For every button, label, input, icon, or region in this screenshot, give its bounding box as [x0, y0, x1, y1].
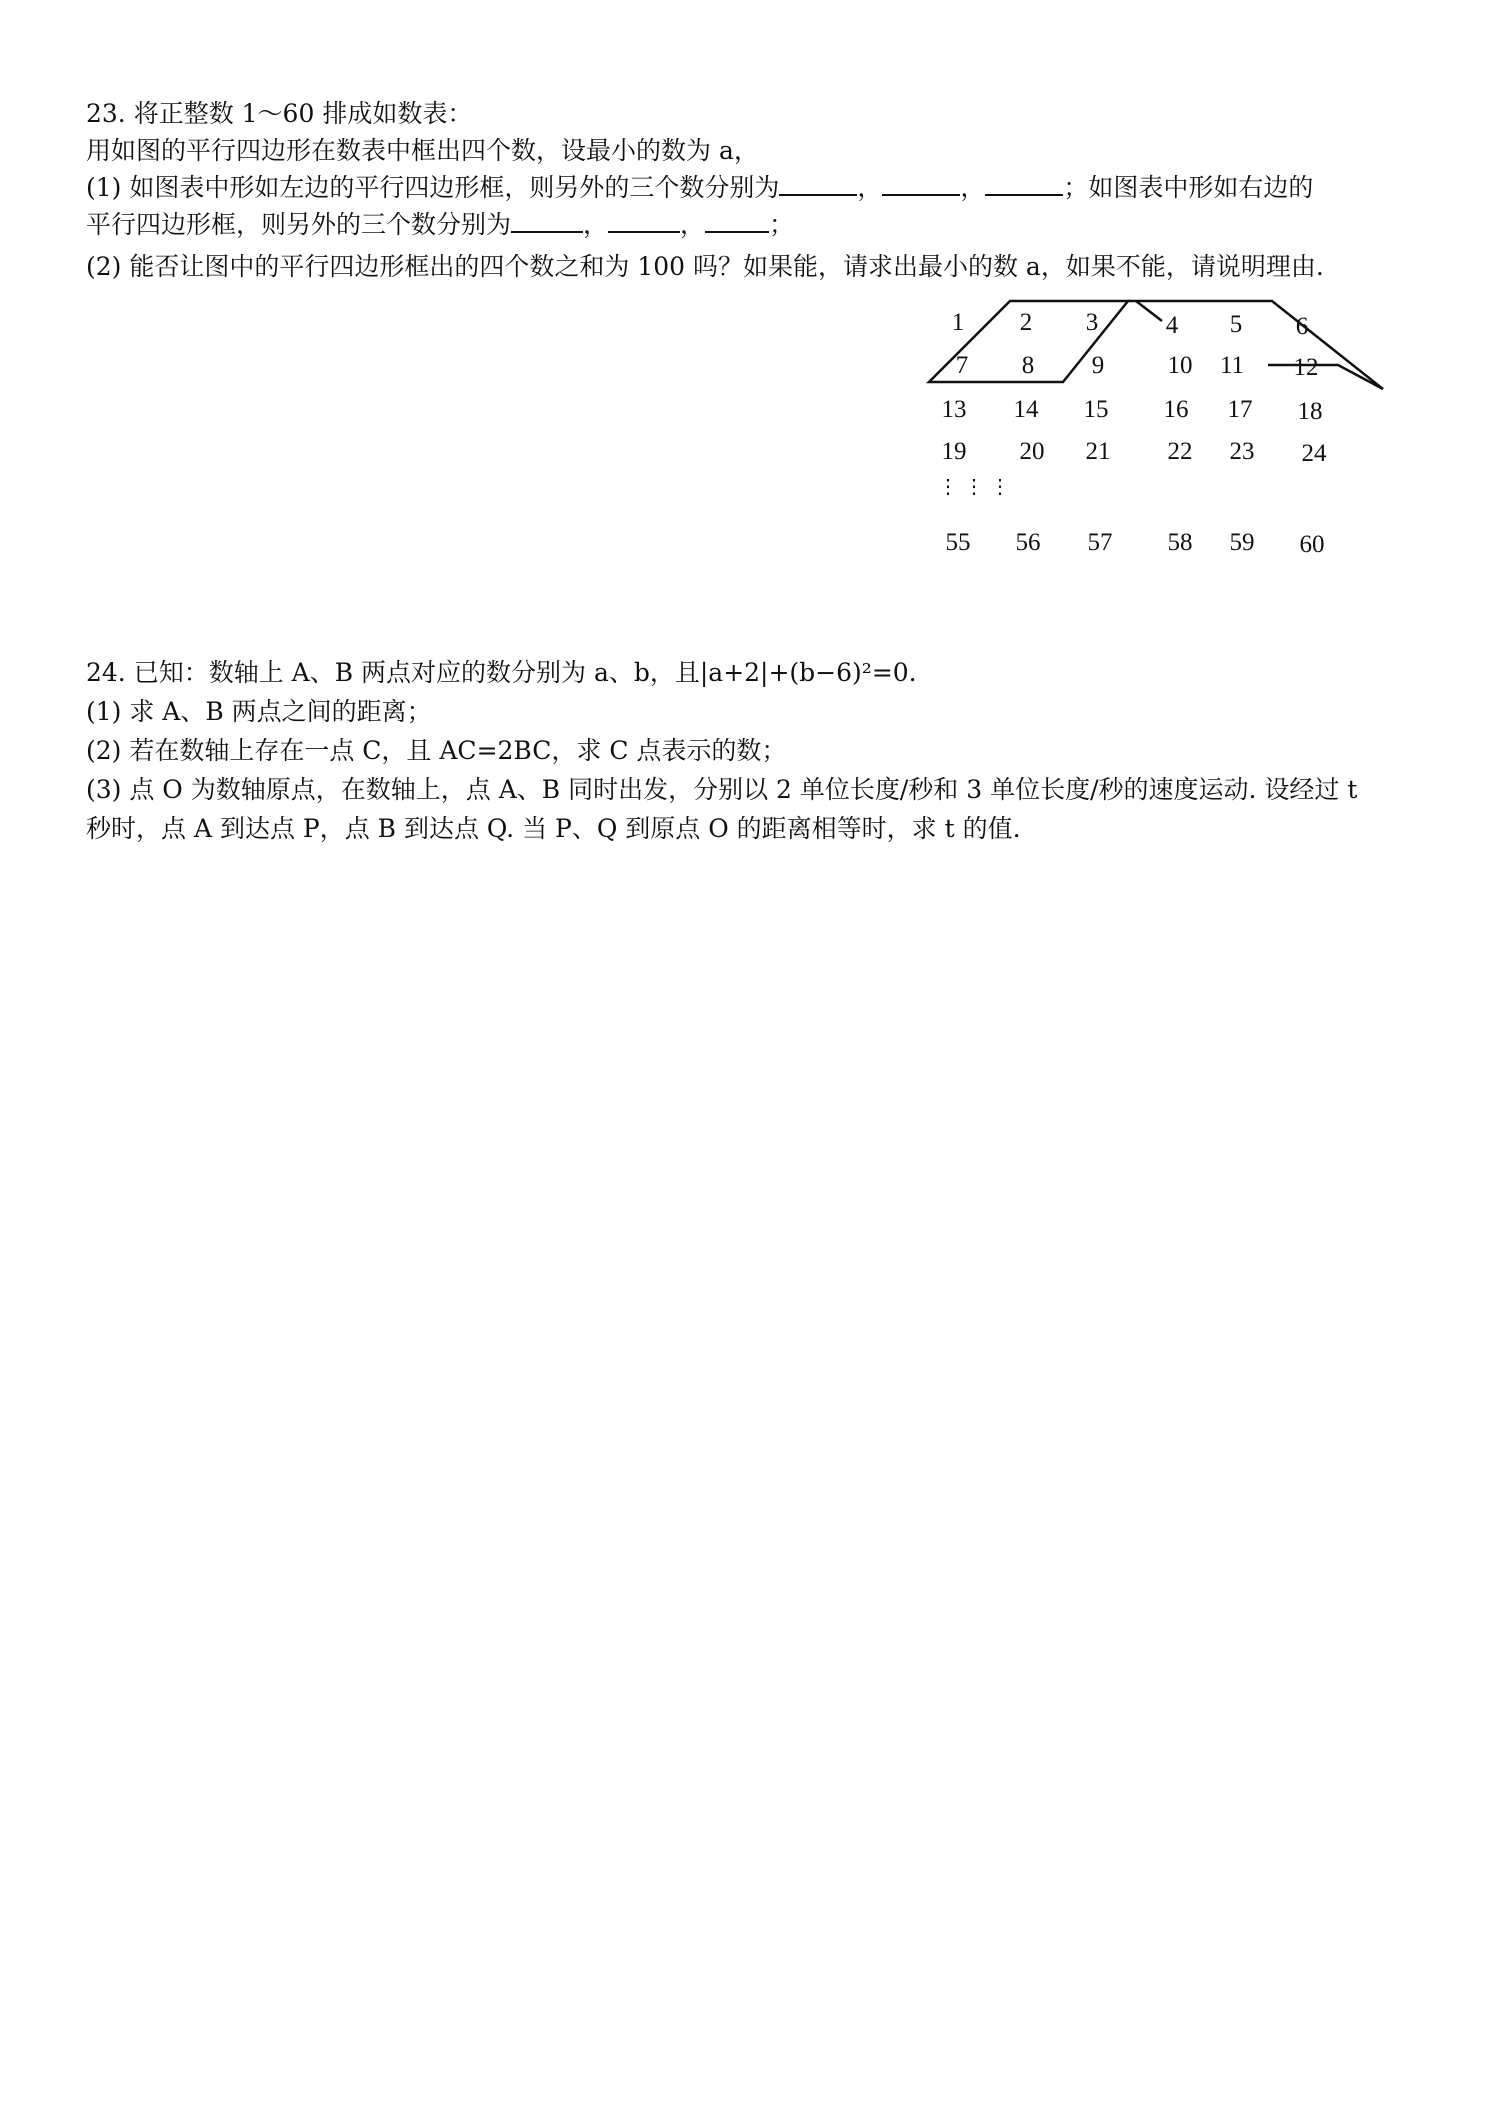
- parallelogram-frames: [900, 290, 1400, 580]
- table-cell: 19: [941, 438, 967, 465]
- q23-part2: (2) 能否让图中的平行四边形框出的四个数之和为 100 吗？如果能，请求出最小的数 a，如果不能，请说明理由.: [86, 252, 1324, 281]
- q23-part1-line1: [86, 171, 1313, 205]
- table-cell: 14: [1013, 396, 1039, 423]
- right-parallelogram-left: [1136, 301, 1162, 321]
- table-cell: 21: [1085, 438, 1111, 465]
- q24-part1: (1) 求 A、B 两点之间的距离；: [86, 697, 432, 726]
- table-cell: 5: [1229, 311, 1243, 338]
- table-cell: 15: [1083, 396, 1109, 423]
- table-cell: 12: [1293, 354, 1319, 381]
- number-table: [900, 290, 1400, 580]
- ellipsis-dot: ⋮: [964, 474, 990, 498]
- table-cell: 11: [1219, 352, 1245, 379]
- q24-part3-line2: 秒时，点 A 到达点 P，点 B 到达点 Q. 当 P、Q 到原点 O 的距离相等时，求 t 的值.: [86, 814, 1021, 843]
- table-cell: 3: [1085, 309, 1099, 336]
- q23-part1-mid: ；如图表中形如右边的: [1063, 173, 1314, 202]
- table-cell: 13: [941, 396, 967, 423]
- table-cell: 59: [1229, 529, 1255, 556]
- table-cell: 18: [1297, 398, 1323, 425]
- answer-blank: [705, 211, 769, 233]
- q23-part1-text: (1) 如图表中形如左边的平行四边形框，则另外的三个数分别为: [86, 173, 780, 202]
- separator: ，: [960, 173, 986, 202]
- answer-blank: [985, 174, 1063, 196]
- table-cell: 8: [1021, 352, 1035, 379]
- separator: ，: [857, 173, 883, 202]
- q23-part1-line2: [86, 208, 794, 242]
- separator: ，: [680, 210, 706, 239]
- table-cell: 10: [1167, 352, 1193, 379]
- q24-part3-line1: (3) 点 O 为数轴原点，在数轴上，点 A、B 同时出发，分别以 2 单位长度/秒和 3 单位长度/秒的速度运动. 设经过 t: [86, 775, 1358, 804]
- table-cell: 57: [1087, 529, 1113, 556]
- q23-title: 23. 将正整数 1～60 排成如数表：: [86, 99, 473, 128]
- table-cell: 7: [955, 352, 969, 379]
- answer-blank: [779, 174, 857, 196]
- table-cell: 56: [1015, 529, 1041, 556]
- ellipsis-dots: [938, 474, 1016, 498]
- table-cell: 6: [1295, 313, 1309, 340]
- table-cell: 4: [1165, 312, 1179, 339]
- q23-part1-text-b: 平行四边形框，则另外的三个数分别为: [86, 210, 512, 239]
- table-cell: 1: [951, 309, 965, 336]
- table-cell: 20: [1019, 438, 1045, 465]
- answer-blank: [511, 211, 583, 233]
- end-mark: ；: [769, 210, 795, 239]
- table-cell: 2: [1019, 309, 1033, 336]
- answer-blank: [608, 211, 680, 233]
- ellipsis-dot: ⋮: [938, 474, 964, 498]
- table-cell: 23: [1229, 438, 1255, 465]
- table-cell: 60: [1299, 531, 1325, 558]
- ellipsis-dot: ⋮: [990, 474, 1016, 498]
- table-cell: 58: [1167, 529, 1193, 556]
- table-cell: 16: [1163, 396, 1189, 423]
- table-cell: 9: [1091, 352, 1105, 379]
- table-cell: 17: [1227, 396, 1253, 423]
- q24-title: 24. 已知：数轴上 A、B 两点对应的数分别为 a、b，且|a+2|+(b−6)²=0.: [86, 658, 917, 687]
- separator: ，: [583, 210, 609, 239]
- answer-blank: [882, 174, 960, 196]
- q24-part2: (2) 若在数轴上存在一点 C，且 AC=2BC，求 C 点表示的数；: [86, 736, 787, 765]
- table-cell: 55: [945, 529, 971, 556]
- table-cell: 24: [1301, 440, 1327, 467]
- table-cell: 22: [1167, 438, 1193, 465]
- q23-intro: 用如图的平行四边形在数表中框出四个数，设最小的数为 a，: [86, 136, 759, 165]
- right-parallelogram-bottom: [1268, 365, 1383, 389]
